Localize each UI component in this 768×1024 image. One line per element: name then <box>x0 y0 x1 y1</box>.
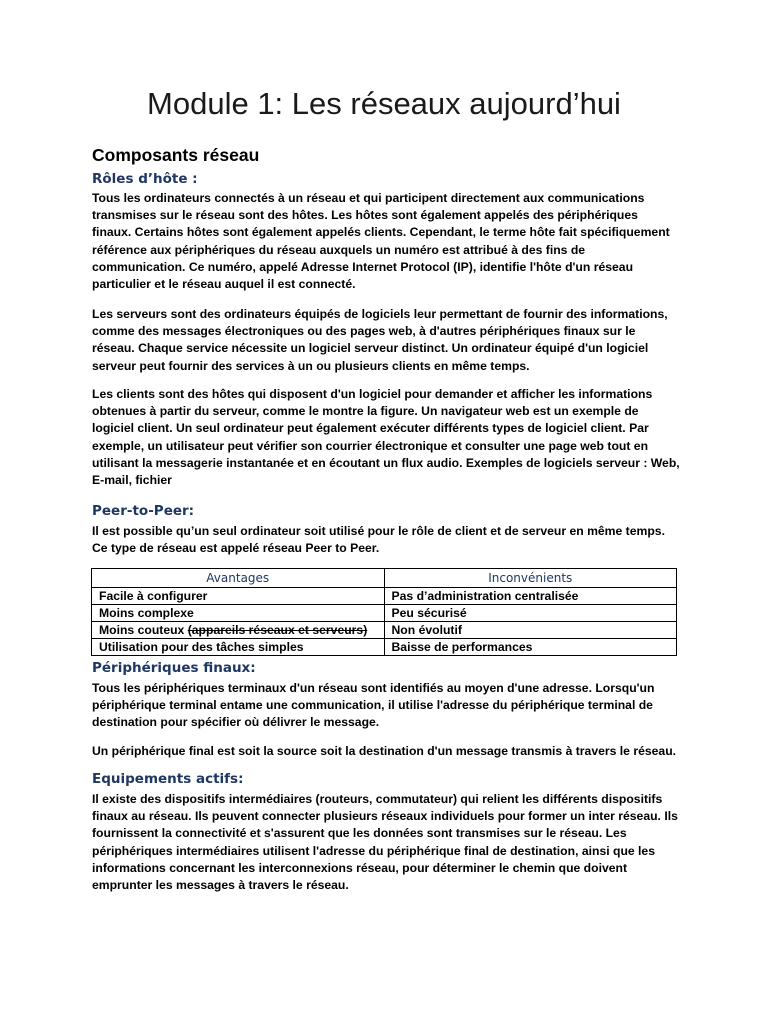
disadvantage-cell: Peu sécurisé <box>384 605 677 622</box>
roles-paragraph-2: Les serveurs sont des ordinateurs équipés de logiciels leur permettant de fournir des informations, comme des messages électroniques ou des pages web, à d'autres périphériques finaux sur le réseau. Chaque service nécessite un logiciel serveur distinct. Un ordinateur équipé d'un logiciel serveur peut fournir des services à un ou plusieurs clients en même temps. <box>92 307 668 373</box>
p2p-heading: Peer-to-Peer: <box>92 503 195 519</box>
endpoints-paragraph-2: Un périphérique final est soit la source soit la destination d'un message transmis à travers le réseau. <box>92 744 677 758</box>
roles-heading: Rôles d’hôte : <box>92 171 198 187</box>
page-title: Module 1: Les réseaux aujourd’hui <box>147 86 621 121</box>
table-row <box>92 605 677 622</box>
active-heading: Equipements actifs: <box>92 771 244 787</box>
advantage-cell: Moins complexe <box>92 605 385 622</box>
advantage-text: Moins couteux <box>99 623 185 637</box>
advantage-cell <box>92 622 385 639</box>
disadvantage-cell: Non évolutif <box>384 622 677 639</box>
roles-paragraph-1: Tous les ordinateurs connectés à un réseau et qui participent directement aux communications transmises sur le réseau sont des hôtes. Les hôtes sont également appelés des périphériques finaux. Certains hôtes sont également appelés clients. Cependant, le terme hôte fait spécifiquement référence aux périphériques du réseau auxquels un numéro est attribué à des fins de communication. Ce numéro, appelé Adresse Internet Protocol (IP), identifie l'hôte d'un réseau particulier et le réseau auquel il est connecté. <box>92 191 670 292</box>
table-row <box>92 588 677 605</box>
endpoints-paragraph-1: Tous les périphériques terminaux d'un réseau sont identifiés au moyen d'une adresse. Lorsqu'un périphérique terminal entame une communication, il utilise l'adresse du périphérique terminal de destination pour spécifier où délivrer le message. <box>92 681 655 730</box>
table-header-row <box>92 569 677 588</box>
disadvantage-cell: Pas d’administration centralisée <box>384 588 677 605</box>
table-row <box>92 639 677 656</box>
section-title: Composants réseau <box>92 145 260 165</box>
roles-paragraph-3: Les clients sont des hôtes qui disposent d'un logiciel pour demander et afficher les informations obtenues à partir du serveur, comme le montre la figure. Un navigateur web est un exemple de logiciel client. Un seul ordinateur peut également exécuter différents types de logiciel client. Par exemple, un utilisateur peut vérifier son courrier électronique et consulter une page web tout en utilisant la messagerie instantanée et en écoutant un flux audio. Exemples de logiciels serveur : Web, E-mail, fichier <box>92 387 680 488</box>
header-disadvantages: Inconvénients <box>384 569 677 588</box>
struck-text: (appareils réseaux et serveurs) <box>187 623 368 637</box>
advantage-cell: Utilisation pour des tâches simples <box>92 639 385 656</box>
table-row <box>92 622 677 639</box>
header-advantages: Avantages <box>92 569 385 588</box>
active-paragraph: Il existe des dispositifs intermédiaires (routeurs, commutateur) qui relient les différents dispositifs finaux au réseau. Ils peuvent connecter plusieurs réseaux individuels pour former un inter réseau. Ils fournissent la connectivité et s'assurent que les données sont transmises sur le réseau. Les périphériques intermédiaires utilisent l'adresse du périphérique final de destination, ainsi que les informations concernant les interconnexions réseau, pour déterminer le chemin que doivent emprunter les messages à travers le réseau. <box>92 792 678 893</box>
p2p-paragraph: Il est possible qu’un seul ordinateur soit utilisé pour le rôle de client et de serveur en même temps. Ce type de réseau est appelé réseau Peer to Peer. <box>92 524 665 556</box>
endpoints-heading: Périphériques finaux: <box>92 660 256 676</box>
disadvantage-cell: Baisse de performances <box>384 639 677 656</box>
advantage-cell: Facile à configurer <box>92 588 385 605</box>
comparison-table <box>91 568 677 656</box>
